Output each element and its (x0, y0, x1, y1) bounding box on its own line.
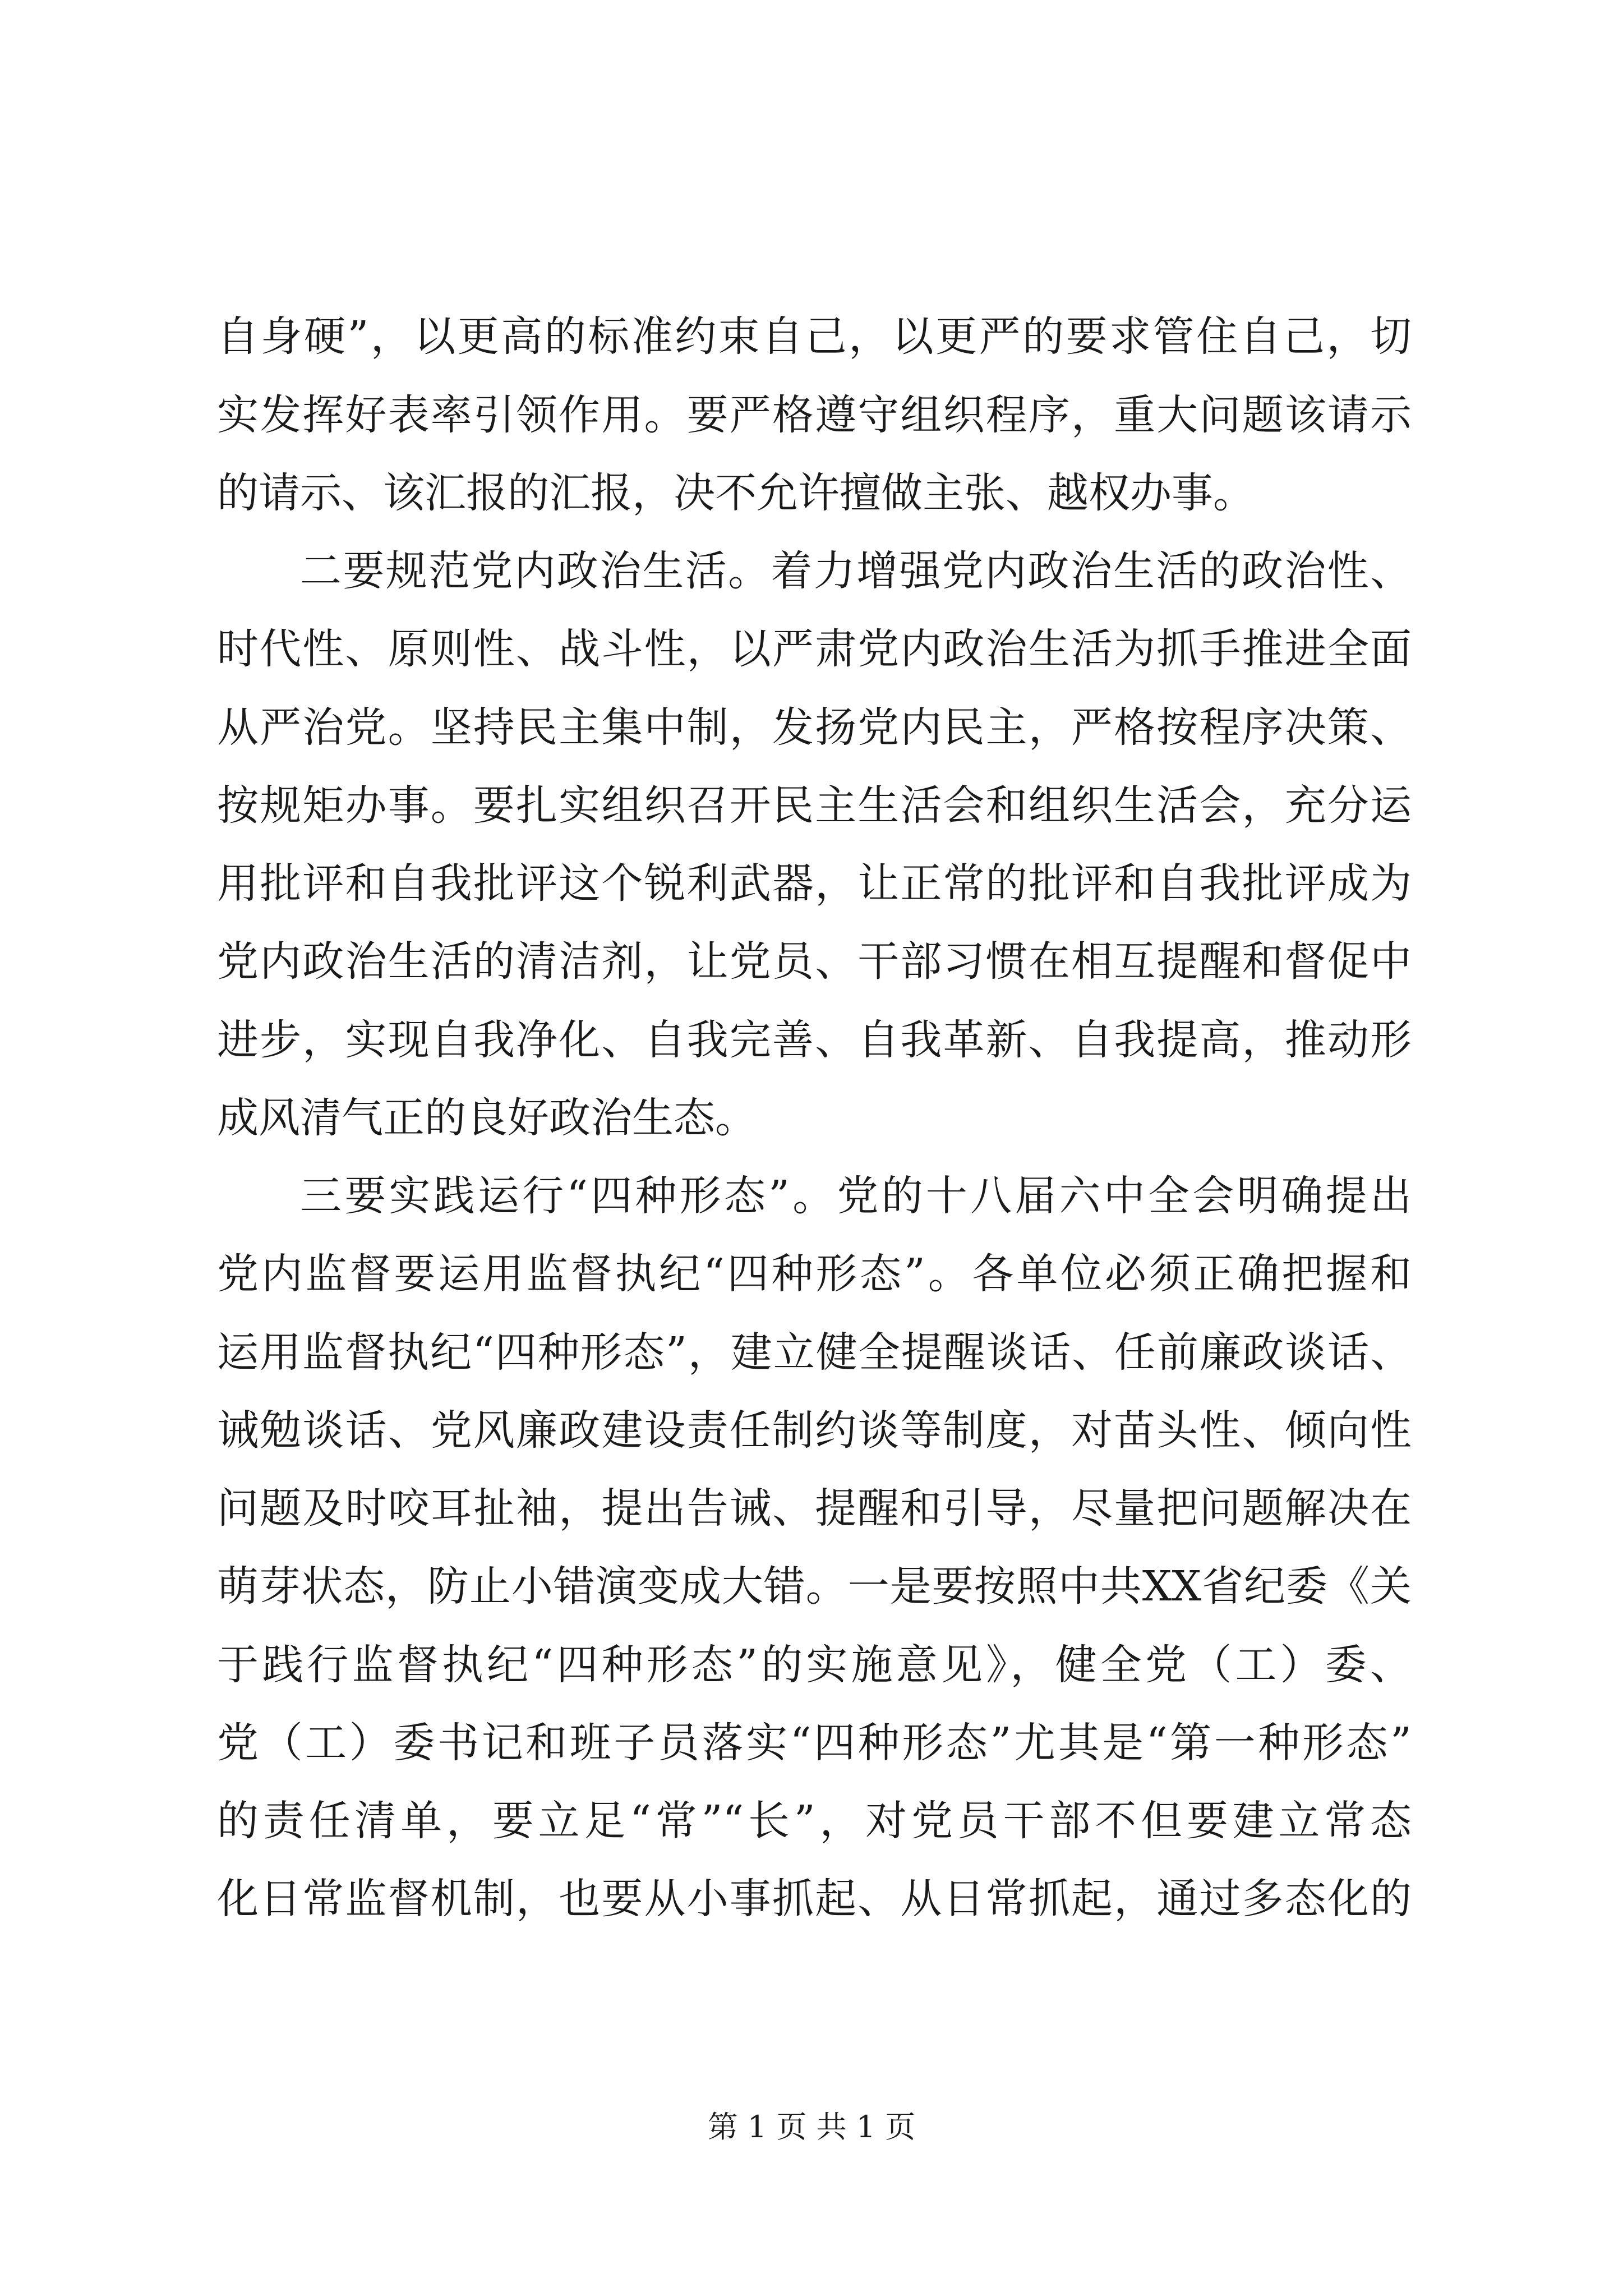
text-line: 按规矩办事。要扎实组织召开民主生活会和组织生活会，充分运 (217, 781, 1412, 830)
text-line: 问题及时咬耳扯袖，提出告诫、提醒和引导，尽量把问题解决在 (217, 1484, 1412, 1533)
text-line: 成风清气正的良好政治生态。 (217, 1094, 757, 1142)
text-line: 三要实践运行“四种形态”。党的十八届六中全会明确提出 (300, 1172, 1412, 1220)
text-line: 的责任清单，要立足“常”“长”，对党员干部不但要建立常态 (217, 1797, 1412, 1845)
text-line: 实发挥好表率引领作用。要严格遵守组织程序，重大问题该请示 (217, 391, 1412, 439)
text-line: 党（工）委书记和班子员落实“四种形态”尤其是“第一种形态” (217, 1719, 1412, 1767)
page-footer: 第 1 页 共 1 页 (707, 2109, 916, 2145)
text-line: 的请示、该汇报的汇报，决不允许擅做主张、越权办事。 (217, 469, 1255, 517)
text-line: 时代性、原则性、战斗性，以严肃党内政治生活为抓手推进全面 (217, 625, 1412, 673)
text-line: 萌芽状态，防止小错演变成大错。一是要按照中共XX省纪委《关 (217, 1562, 1412, 1611)
text-line: 从严治党。坚持民主集中制，发扬党内民主，严格按程序决策、 (217, 703, 1412, 752)
text-line: 用批评和自我批评这个锐利武器，让正常的批评和自我批评成为 (217, 859, 1412, 908)
text-line: 二要规范党内政治生活。着力增强党内政治生活的政治性、 (300, 547, 1412, 595)
text-line: 诫勉谈话、党风廉政建设责任制约谈等制度，对苗头性、倾向性 (217, 1406, 1412, 1455)
text-line: 进步，实现自我净化、自我完善、自我革新、自我提高，推动形 (217, 1016, 1412, 1064)
text-line: 自身硬”，以更高的标准约束自己，以更严的要求管住自己，切 (217, 312, 1412, 361)
text-line: 党内政治生活的清洁剂，让党员、干部习惯在相互提醒和督促中 (217, 937, 1412, 986)
text-line: 党内监督要运用监督执纪“四种形态”。各单位必须正确把握和 (217, 1250, 1412, 1298)
text-line: 化日常监督机制，也要从小事抓起、从日常抓起，通过多态化的 (217, 1875, 1412, 1923)
text-line: 运用监督执纪“四种形态”，建立健全提醒谈话、任前廉政谈话、 (217, 1328, 1412, 1377)
text-line: 于践行监督执纪“四种形态”的实施意见》，健全党（工）委、 (217, 1641, 1412, 1689)
